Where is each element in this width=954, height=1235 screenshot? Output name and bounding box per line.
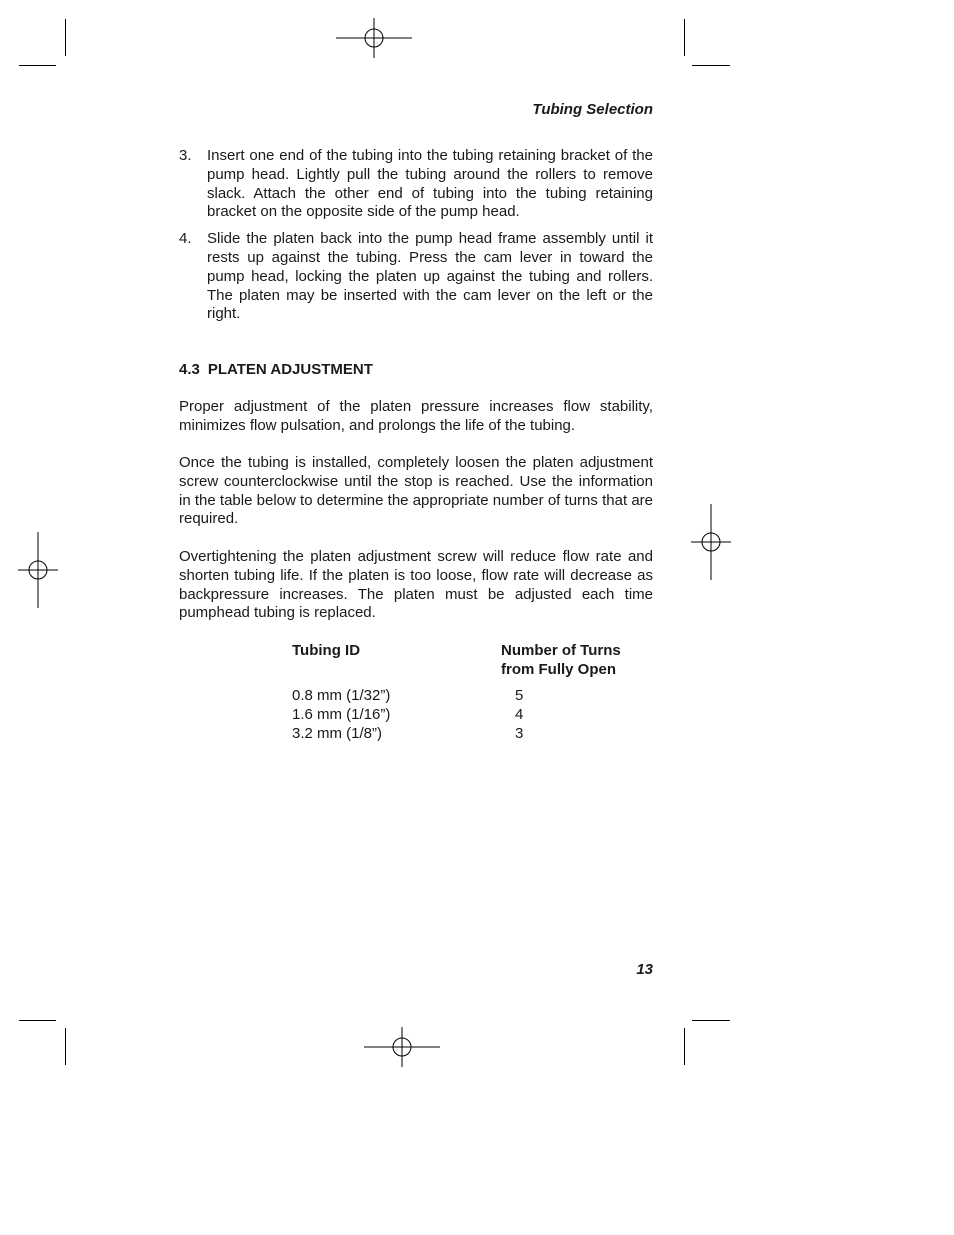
table-cell-tubing-id: 1.6 mm (1/16”) — [292, 706, 391, 723]
table-cell-turns: 3 — [515, 725, 524, 742]
crop-mark-top-right-h — [692, 65, 730, 66]
running-header: Tubing Selection — [532, 101, 653, 118]
crop-mark-bottom-right-v — [684, 1028, 685, 1065]
step-list — [179, 147, 653, 332]
table-cell-tubing-id: 3.2 mm (1/8”) — [292, 725, 383, 742]
registration-mark-right-icon — [691, 504, 731, 580]
table-header-tubing-id: Tubing ID — [292, 642, 361, 659]
page-number: 13 — [636, 961, 653, 978]
registration-mark-left-icon — [18, 532, 58, 608]
table-header-turns — [501, 641, 621, 679]
step-number: 4. — [179, 230, 192, 248]
crop-mark-top-left-h — [19, 65, 56, 66]
table-cell-turns: 5 — [515, 687, 524, 704]
table-header-turns-line1: Number of Turns — [501, 642, 621, 659]
list-item — [179, 230, 653, 324]
section-number: 4.3 — [179, 361, 200, 378]
crop-mark-bottom-left-v — [65, 1028, 66, 1065]
step-text: Insert one end of the tubing into the tubing retaining bracket of the pump head. Lightly pull the tubing around the rollers to remove slack. Attach the other end of tubing into the tubing retaining bracket on the opposite side of the pump head. — [207, 147, 653, 221]
step-number: 3. — [179, 147, 192, 164]
crop-mark-bottom-left-h — [19, 1020, 56, 1021]
crop-mark-bottom-right-h — [692, 1020, 730, 1021]
section-heading — [179, 361, 373, 378]
table-cell-turns: 4 — [515, 706, 524, 723]
registration-mark-bottom-icon — [364, 1027, 440, 1067]
crop-mark-top-right-v — [684, 19, 685, 56]
section-title: PLATEN ADJUSTMENT — [207, 361, 373, 378]
paragraph: Proper adjustment of the platen pressure increases flow stability, minimizes flow pulsation, and prolongs the life of the tubing. — [179, 398, 653, 434]
registration-mark-top-icon — [336, 18, 412, 58]
table-cell-tubing-id: 0.8 mm (1/32”) — [292, 687, 391, 704]
list-item — [179, 147, 653, 222]
table-header-turns-line2: from Fully Open — [501, 661, 617, 678]
crop-mark-top-left-v — [65, 19, 66, 56]
paragraph: Overtightening the platen adjustment screw will reduce flow rate and shorten tubing life. If the platen is too loose, flow rate will decrease as backpressure increases. The platen must be adjusted each time pumphead tubing is replaced. — [179, 548, 653, 622]
paragraph: Once the tubing is installed, completely loosen the platen adjustment screw counterclockwise until the stop is reached. Use the information in the table below to determine the appropriate number of turns that are required. — [179, 454, 653, 528]
step-text: Slide the platen back into the pump head frame assembly until it rests up against the tubing. Press the cam lever in toward the pump head, locking the platen up against the tubing and rollers. The platen may be inserted with the cam lever on the left or the right. — [207, 230, 653, 323]
